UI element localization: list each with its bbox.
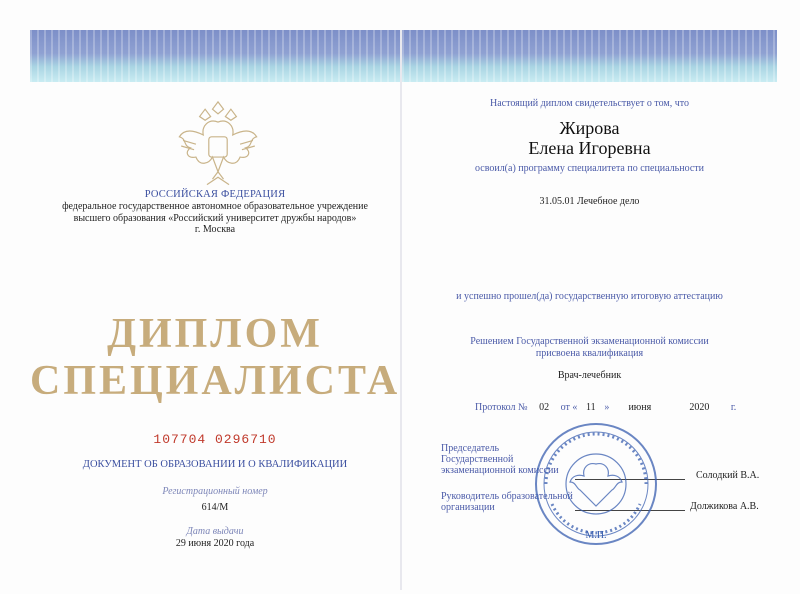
- protocol-close-quote: »: [604, 402, 610, 413]
- registration-label: Регистрационный номер: [162, 486, 268, 497]
- head-line: Руководитель образовательной: [441, 491, 573, 502]
- certification-intro: Настоящий диплом свидетельствует о том, что: [490, 98, 689, 109]
- head-line: организации: [441, 502, 495, 513]
- protocol-year: 2020: [689, 402, 710, 413]
- graduate-surname: Жирова: [559, 118, 620, 138]
- registration-number: 614/М: [201, 502, 229, 513]
- document-type: ДОКУМЕНТ ОБ ОБРАЗОВАНИИ И О КВАЛИФИКАЦИИ: [82, 459, 348, 470]
- protocol-from-label: от «: [560, 402, 578, 413]
- country-name: РОССИЙСКАЯ ФЕДЕРАЦИЯ: [144, 189, 286, 200]
- issue-date: 29 июня 2020 года: [175, 538, 255, 549]
- organization-city: г. Москва: [194, 224, 236, 235]
- protocol-year-suffix: г.: [730, 402, 737, 413]
- qualification: Врач-лечебник: [557, 370, 622, 381]
- chair-line: Председатель: [441, 443, 500, 454]
- page-fold: [400, 30, 402, 590]
- chair-line: экзаменационной комиссии: [441, 465, 559, 476]
- right-security-band: [402, 30, 777, 82]
- commission-decision: [402, 336, 777, 360]
- left-security-band: [30, 30, 400, 82]
- stamp-mark: М.П.: [585, 530, 607, 541]
- chair-line: Государственной: [441, 454, 514, 465]
- russian-coat-of-arms-icon: [172, 100, 264, 192]
- head-name: Должикова А.В.: [690, 501, 759, 512]
- protocol-number: 02: [539, 402, 550, 413]
- decision-line: присвоена квалификация: [535, 348, 644, 359]
- diploma-title: ДИПЛОМ: [107, 311, 323, 357]
- chair-name: Солодкий В.А.: [696, 470, 760, 481]
- attestation-statement: и успешно прошел(да) государственную итоговую аттестацию: [456, 291, 723, 302]
- serial-number: 107704 0296710: [153, 432, 277, 447]
- organization-line: федеральное государственное автономное образовательное учреждение: [62, 201, 368, 212]
- program-statement: освоил(а) программу специалитета по специальности: [475, 163, 704, 174]
- graduate-given-names: Елена Игоревна: [528, 138, 651, 158]
- decision-line: Решением Государственной экзаменационной комиссии: [470, 336, 709, 347]
- organization-name: [30, 201, 400, 236]
- diploma-subtitle: СПЕЦИАЛИСТА: [30, 358, 401, 404]
- protocol-line: [475, 402, 736, 413]
- protocol-label: Протокол №: [475, 402, 528, 413]
- protocol-month: июня: [628, 402, 652, 413]
- specialty: 31.05.01 Лечебное дело: [539, 196, 640, 207]
- organization-line: высшего образования «Российский университет дружбы народов»: [73, 212, 357, 224]
- protocol-day: 11: [586, 402, 596, 413]
- official-seal-icon: [532, 420, 660, 548]
- issue-date-label: Дата выдачи: [186, 526, 244, 537]
